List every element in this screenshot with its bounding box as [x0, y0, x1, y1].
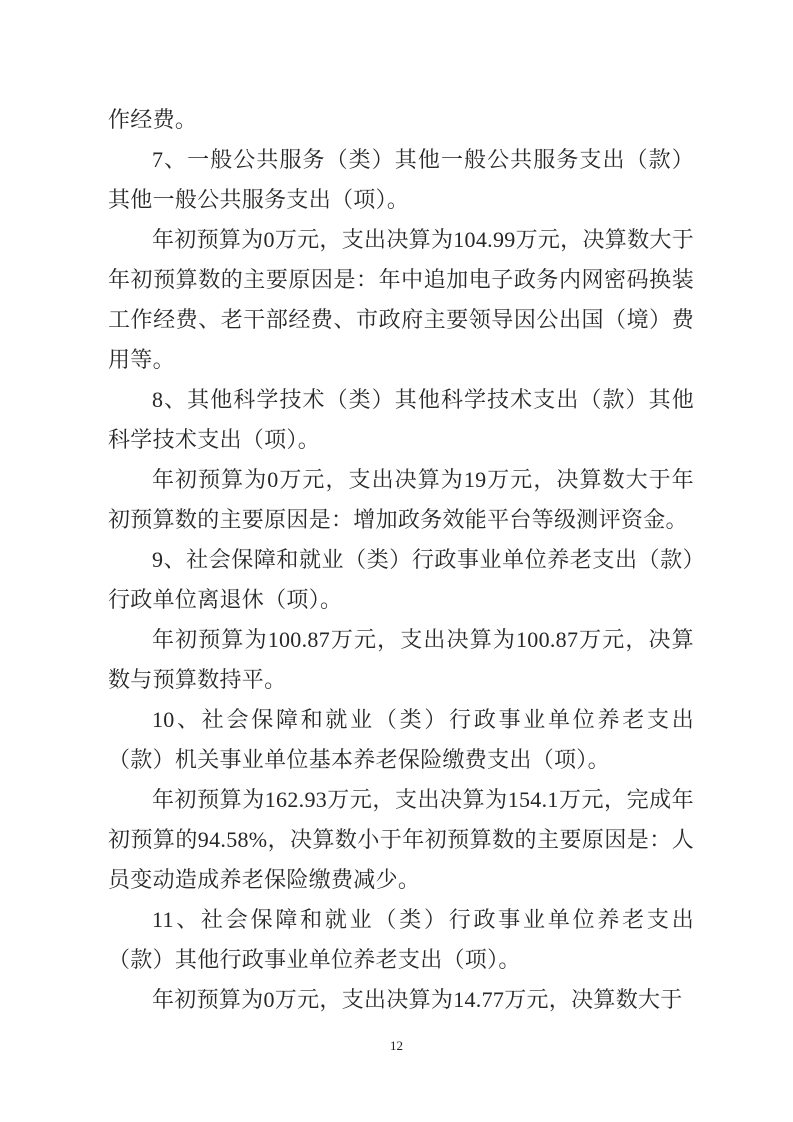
paragraph: 年初预算为0万元，支出决算为19万元，决算数大于年初预算数的主要原因是：增加政务效能平台等级测评资金。	[108, 467, 694, 532]
paragraph: 9、社会保障和就业（类）行政事业单位养老支出（款）行政单位离退休（项）。	[108, 547, 694, 612]
document-body	[108, 100, 694, 1020]
paragraph: 年初预算为100.87万元，支出决算为100.87万元，决算数与预算数持平。	[108, 627, 694, 692]
page-number: 12	[390, 1038, 403, 1053]
paragraph: 10、社会保障和就业（类）行政事业单位养老支出（款）机关事业单位基本养老保险缴费支出（项）。	[108, 707, 694, 772]
paragraph: 年初预算为0万元，支出决算为14.77万元，决算数大于	[152, 987, 683, 1012]
paragraph: 年初预算为162.93万元，支出决算为154.1万元，完成年初预算的94.58%，决算数小于年初预算数的主要原因是：人员变动造成养老保险缴费减少。	[108, 787, 694, 892]
paragraph: 年初预算为0万元，支出决算为104.99万元，决算数大于年初预算数的主要原因是：年中追加电子政务内网密码换装工作经费、老干部经费、市政府主要领导因公出国（境）费用等。	[108, 227, 694, 372]
paragraph: 作经费。	[108, 107, 198, 132]
paragraph: 7、一般公共服务（类）其他一般公共服务支出（款）其他一般公共服务支出（项）。	[108, 147, 694, 212]
paragraph: 11、社会保障和就业（类）行政事业单位养老支出（款）其他行政事业单位养老支出（项）。	[108, 907, 694, 972]
paragraph: 8、其他科学技术（类）其他科学技术支出（款）其他科学技术支出（项）。	[108, 387, 694, 452]
